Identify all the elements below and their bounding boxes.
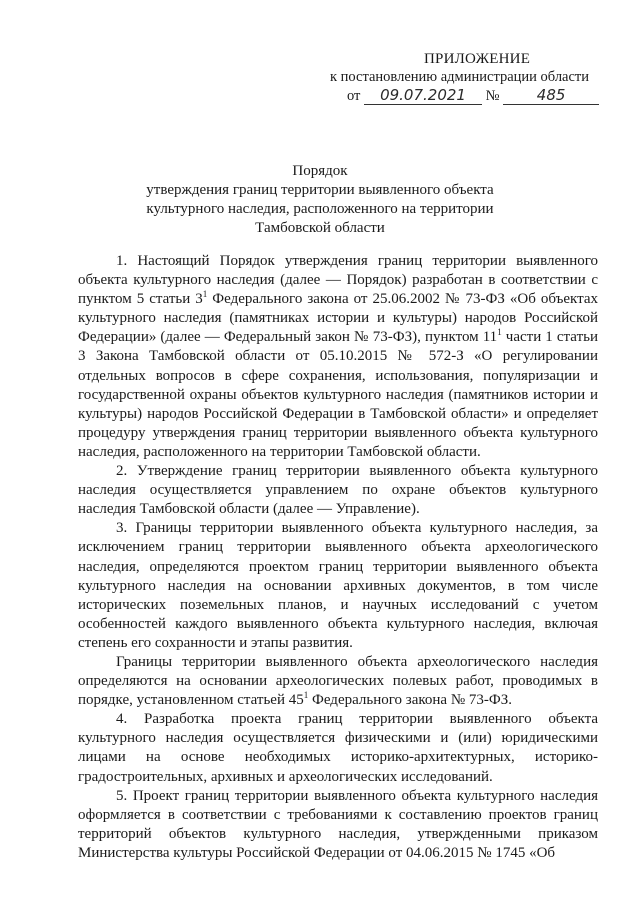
superscript: 1 — [497, 327, 502, 338]
appendix-title: ПРИЛОЖЕНИЕ — [424, 51, 531, 67]
paragraph-1-part-c: части 1 статьи 3 Закона Тамбовской области от 05.10.2015 № 572-З «О регулировании отдельных вопросов в сфере сохранения, использования, популяризации и государственной охраны объектов культурного наследия (памятников истории и культуры) народов Российской Федерации в Тамбовской области» и определяет процедуру утверждения границ территории выявленного объекта культурного наследия, расположенного на территории Тамбовской области. — [78, 329, 598, 460]
superscript: 1 — [303, 690, 309, 701]
handwritten-date: 09.07.2021 — [364, 87, 482, 105]
paragraph-3b-part-a: Границы территории выявленного объекта археологического наследия определяются на основании археологических полевых работ, проводимых в порядке, установленном статьей 45 — [78, 653, 598, 709]
document-body — [78, 252, 598, 863]
number-prefix: № — [485, 88, 500, 104]
paragraph-4: 4. Разработка проекта границ территории выявленного объекта культурного наследия осуществляется физическими и (или) юридическими лицами на основе необходимых историко-архитектурных, историко-градостроительных, архивных и археологических исследований. — [78, 711, 598, 785]
title-line-3: культурного наследия, расположенного на территории — [146, 201, 494, 217]
paragraph-1-part-a: 1. Настоящий Порядок утверждения границ территории выявленного объекта культурного наследия (далее — Порядок) разработан в соответствии с пунктом 5 статьи 3 — [78, 253, 598, 308]
paragraph-3b — [78, 653, 598, 710]
paragraph-5: 5. Проект границ территории выявленного объекта культурного наследия оформляется в соответствии с требованиями к составлению проектов границ территорий объектов культурного наследия, утвержденными приказом Министерства культуры Российской Федерации от 04.06.2015 № 1745 «Об — [78, 787, 598, 861]
title-line-4: Тамбовской области — [255, 220, 385, 236]
paragraph-3b-part-b: Федерального закона № 73-ФЗ. — [308, 692, 512, 709]
appendix-date-number-line — [347, 87, 599, 105]
paragraph-1 — [78, 252, 598, 462]
document-title — [0, 162, 640, 238]
appendix-subtitle: к постановлению администрации области — [330, 69, 590, 85]
superscript: 1 — [202, 289, 208, 300]
title-line-1: Порядок — [292, 163, 348, 179]
paragraph-3: 3. Границы территории выявленного объекта культурного наследия, за исключением границ территории выявленного объекта археологического наследия, определяются проектом границ территории выявленного объекта культурного наследия на основании архивных документов, в том числе исторических поземельных планов, и научных исследований с учетом особенностей каждого выявленного объекта культурного наследия, включая степень его сохранности и этапы развития. — [78, 520, 598, 651]
handwritten-number: 485 — [503, 87, 599, 105]
date-prefix: от — [347, 88, 361, 104]
paragraph-2: 2. Утверждение границ территории выявленного объекта культурного наследия осуществляется управлением по охране объектов культурного наследия Тамбовской области (далее — Управление). — [78, 463, 598, 518]
paragraph-1-part-b: Федерального закона от 25.06.2002 № 73-ФЗ «Об объектах культурного наследия (памятниках истории и культуры) народов Российской Федерации» (далее — Федеральный закон № 73-ФЗ), пунктом 11 — [78, 291, 598, 346]
title-line-2: утверждения границ территории выявленного объекта — [146, 182, 494, 198]
